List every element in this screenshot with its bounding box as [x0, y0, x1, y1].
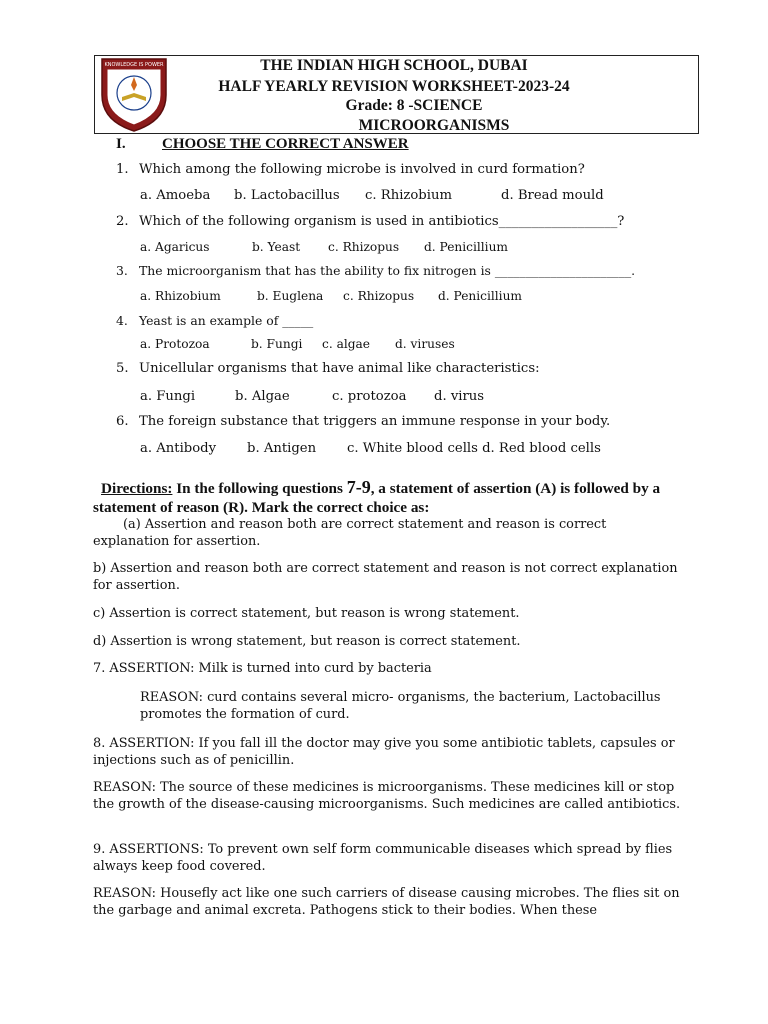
option: c. Rhizopus	[343, 289, 415, 303]
option: d. Penicillium	[424, 240, 508, 254]
option: a. Protozoa	[140, 337, 210, 351]
option: a. Amoeba	[140, 188, 211, 203]
option: d. Bread mould	[501, 188, 604, 203]
option: c. algae	[322, 337, 371, 351]
question-4-options	[140, 337, 455, 351]
choice-a: (a) Assertion and reason both are correct statement and reason is correct explanation for assertion.	[93, 517, 607, 549]
assertion-9: 9. ASSERTIONS: To prevent own self form communicable diseases which spread by flies always keep food covered.	[93, 842, 673, 874]
directions: Directions: In the following questions 7-9, a statement of assertion (A) is followed by a statement of reason (R). Mark the correct choice as:	[93, 477, 661, 516]
question-6: 6. The foreign substance that triggers an immune response in your body.	[116, 414, 611, 429]
option: d. Penicillium	[438, 289, 522, 303]
option: a. Agaricus	[140, 240, 210, 254]
option: c. protozoa	[332, 389, 407, 404]
choice-d: d) Assertion is wrong statement, but reason is correct statement.	[93, 634, 521, 649]
question-2-options	[140, 240, 508, 254]
question-1: 1. Which among the following microbe is involved in curd formation?	[116, 162, 585, 177]
option: c. White blood cells d. Red blood cells	[347, 441, 601, 456]
section-title: CHOOSE THE CORRECT ANSWER	[162, 136, 409, 152]
question-5: 5. Unicellular organisms that have animal like characteristics:	[116, 361, 540, 376]
option: a. Fungi	[140, 389, 196, 404]
question-4: 4. Yeast is an example of _____	[116, 313, 314, 328]
reason-8: REASON: The source of these medicines is microorganisms. These medicines kill or stop the growth of the disease-causing microorganisms. Such medicines are called antibiotics.	[93, 780, 681, 812]
question-6-options	[140, 441, 601, 456]
assertion-7: 7. ASSERTION: Milk is turned into curd by bacteria	[93, 661, 432, 676]
question-5-options	[140, 389, 484, 404]
option: b. Antigen	[247, 441, 317, 456]
option: d. virus	[434, 389, 485, 404]
question-3-options	[140, 289, 522, 303]
choice-b: b) Assertion and reason both are correct statement and reason is not correct explanation for assertion.	[93, 561, 678, 593]
chapter-title: MICROORGANISMS	[358, 117, 510, 134]
section-heading	[116, 136, 409, 153]
option: c. Rhizopus	[328, 240, 400, 254]
option: a. Antibody	[140, 441, 217, 456]
question-3: 3. The microorganism that has the ability to fix nitrogen is ______________________.	[116, 263, 636, 278]
school-name: THE INDIAN HIGH SCHOOL, DUBAI	[260, 57, 528, 74]
choice-c: c) Assertion is correct statement, but reason is wrong statement.	[93, 606, 520, 621]
logo-motto: KNOWLEDGE IS POWER	[104, 62, 164, 68]
option: b. Euglena	[257, 289, 324, 303]
directions-label: Directions:	[101, 480, 173, 497]
option: b. Algae	[235, 389, 290, 404]
option: d. viruses	[395, 337, 455, 351]
option: b. Lactobacillus	[234, 188, 340, 203]
section-number: I.	[116, 136, 126, 152]
assertion-8: 8. ASSERTION: If you fall ill the doctor may give you some antibiotic tablets, capsules or injections such as of penicillin.	[93, 736, 675, 768]
option: b. Yeast	[252, 240, 301, 254]
reason-7: REASON: curd contains several micro- organisms, the bacterium, Lactobacillus promotes the formation of curd.	[140, 690, 661, 722]
grade-label: Grade: 8 -SCIENCE	[345, 97, 483, 114]
option: a. Rhizobium	[140, 289, 221, 303]
option: b. Fungi	[251, 337, 303, 351]
question-range: 7-9	[346, 477, 371, 497]
option: c. Rhizobium	[365, 188, 452, 203]
reason-9: REASON: Housefly act like one such carriers of disease causing microbes. The flies sit on the garbage and animal excreta. Pathogens stick to their bodies. When these	[93, 886, 680, 918]
question-2: 2. Which of the following organism is used in antibiotics__________________?	[116, 214, 625, 229]
worksheet-title: HALF YEARLY REVISION WORKSHEET-2023-24	[218, 78, 570, 95]
question-1-options	[140, 188, 604, 203]
